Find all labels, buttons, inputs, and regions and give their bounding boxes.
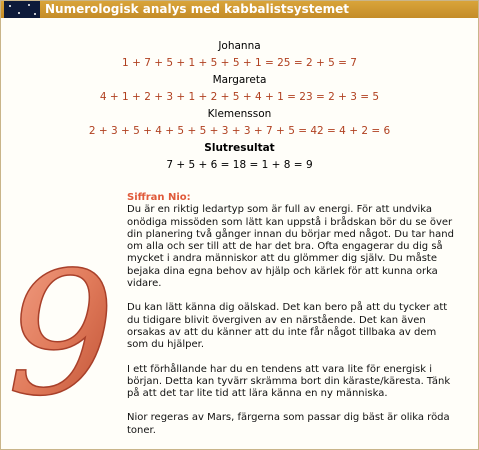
analysis-paragraph-1: Du är en riktig ledartyp som är full av energi. För att undvika onödiga missöden som lätt kan uppstå i brådskan bör du se över din planering två gånger innan du börjar med något. Du tar hand om alla och ser till att de har det bra. Ofta engagerar du dig så mycket i andra människor att du glömmer dig själv. Du måste bejaka dina egna behov av hjälp och kärlek för att kunna orka vidare. [127, 204, 454, 290]
starfield-icon [4, 1, 40, 18]
result-sum: 7 + 5 + 6 = 18 = 1 + 8 = 9 [166, 159, 313, 171]
name-last: Klemensson [207, 108, 272, 120]
analysis-text [127, 192, 457, 449]
name-middle: Margareta [212, 74, 267, 86]
analysis-paragraph-3: I ett förhållande har du en tendens att vara lite för energisk i början. Detta kan tyvärr skrämma bort din käraste/käresta. Tänk på att det tar lite tid att lära känna en ny människa. [127, 363, 451, 400]
result-heading: Slutresultat [204, 142, 275, 154]
title-bar [1, 1, 478, 18]
sum-middle: 4 + 1 + 2 + 3 + 1 + 2 + 5 + 4 + 1 = 23 = 2 + 3 = 5 [99, 91, 380, 103]
sum-last: 2 + 3 + 5 + 4 + 5 + 5 + 3 + 3 + 7 + 5 = 42 = 4 + 2 = 6 [88, 125, 391, 137]
big-nine-graphic [6, 255, 116, 405]
analysis-paragraph-2: Du kan lätt känna dig oälskad. Det kan bero på att du tycker att du tidigare blivit övergiven av en närstående. Det kan även orsakas av att du känner att du inte får något tillbaka av dem som du hjälper. [127, 302, 448, 351]
sum-first: 1 + 7 + 5 + 1 + 5 + 5 + 1 = 25 = 2 + 5 = 7 [122, 57, 357, 69]
page-title: Numerologisk analys med kabbalistsystemet [45, 2, 349, 16]
name-first: Johanna [218, 40, 261, 52]
analysis-paragraph-4: Nior regeras av Mars, färgerna som passar dig bäst är olika röda toner. [127, 412, 450, 436]
analysis-heading: Siffran Nio: [127, 192, 191, 203]
nine-glyph: 9 [6, 255, 116, 405]
